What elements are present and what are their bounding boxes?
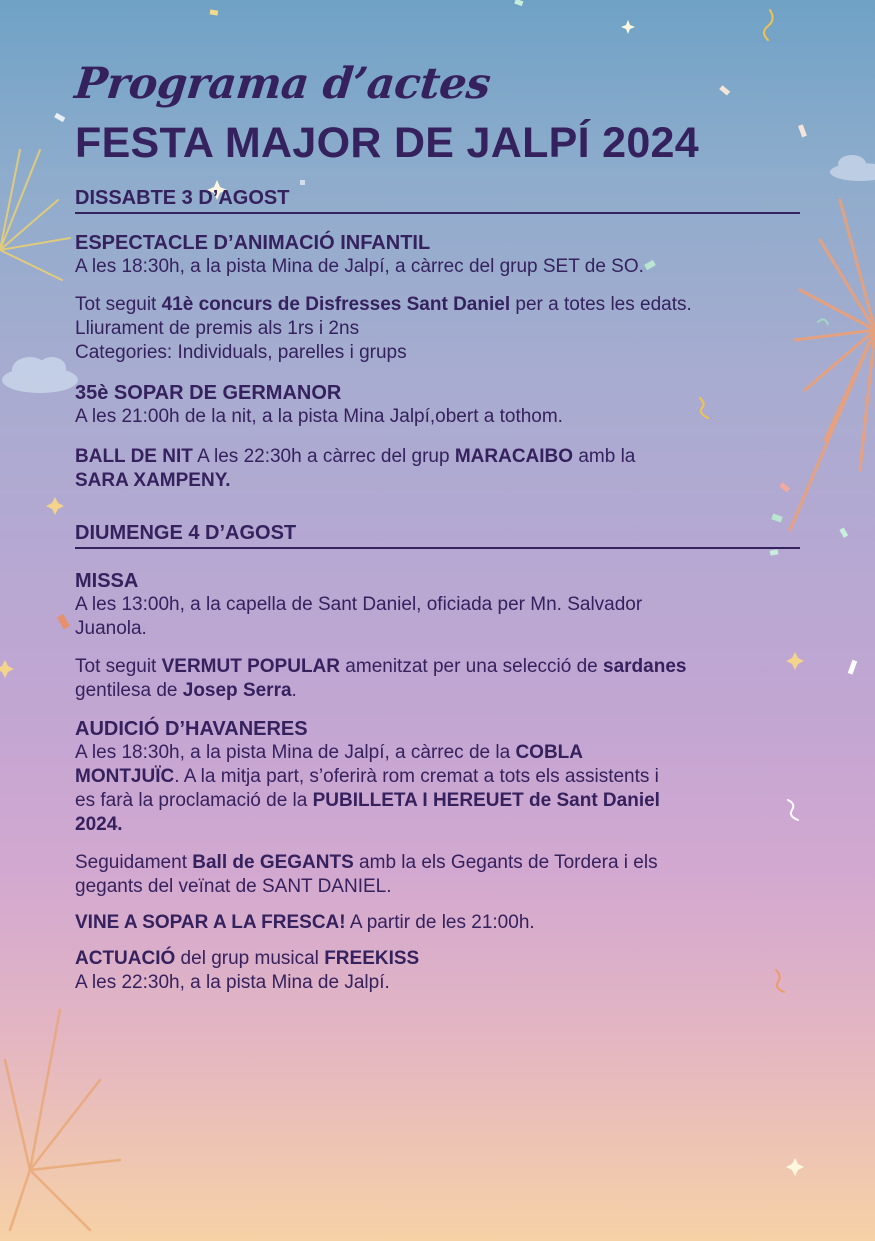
firework-icon <box>5 1010 120 1230</box>
event-ball-gegants <box>75 851 800 899</box>
event-detail: Tot seguit VERMUT POPULAR amenitzat per una selecció de sardanes gentilesa de Josep Serra. <box>75 656 687 701</box>
event-missa <box>75 569 800 641</box>
event-detail: Categories: Individuals, parelles i grups <box>75 342 407 363</box>
page-title: FESTA MAJOR DE JALPÍ 2024 <box>75 119 699 167</box>
event-vermut-popular <box>75 655 800 703</box>
event-sopar-germanor <box>75 381 800 429</box>
event-detail: A les 13:00h, a la capella de Sant Daniel, oficiada per Mn. Salvador <box>75 594 643 615</box>
program-content <box>72 55 800 995</box>
event-detail: Tot seguit 41è concurs de Disfresses Sant Daniel per a totes les edats. <box>75 294 692 315</box>
event-title: 35è SOPAR DE GERMANOR <box>75 382 342 404</box>
event-animacio-infantil <box>75 231 800 279</box>
event-sopar-fresca <box>75 911 800 935</box>
event-detail: A les 21:00h de la nit, a la pista Mina Jalpí,obert a tothom. <box>75 406 563 427</box>
event-detail: A les 18:30h, a la pista Mina de Jalpí, a càrrec de la COBLA MONTJUÏC. A la mitja part, s’oferirà rom cremat a tots els assistents i es farà la proclamació de la PUBILLETA I HEREUET de Sant Daniel 2024. <box>75 742 660 835</box>
event-title: MISSA <box>75 570 139 592</box>
day-heading-sunday: DIUMENGE 4 D’AGOST <box>75 521 800 549</box>
event-detail: ACTUACIÓ del grup musical FREEKISS <box>75 948 420 969</box>
firework-icon <box>0 150 70 280</box>
event-title: AUDICIÓ D’HAVANERES <box>75 718 308 740</box>
event-detail: BALL DE NIT A les 22:30h a càrrec del grup MARACAIBO amb la SARA XAMPENY. <box>75 446 636 491</box>
cloud-icon <box>2 357 78 393</box>
event-ball-de-nit <box>75 445 800 493</box>
event-actuacio-freekiss <box>75 947 800 995</box>
firework-icon <box>790 200 875 530</box>
event-audicio-havaneres <box>75 717 800 837</box>
script-title: Programa d’actes <box>72 59 493 109</box>
event-concurs-disfresses <box>75 293 800 365</box>
event-detail: Seguidament Ball de GEGANTS amb la els Gegants de Tordera i els gegants del veïnat de SANT DANIEL. <box>75 852 658 897</box>
event-detail: A les 22:30h, a la pista Mina de Jalpí. <box>75 972 390 993</box>
event-detail: VINE A SOPAR A LA FRESCA! A partir de les 21:00h. <box>75 912 535 933</box>
event-title: ESPECTACLE D’ANIMACIÓ INFANTIL <box>75 232 431 254</box>
event-detail: Juanola. <box>75 618 147 639</box>
cloud-icon <box>830 155 875 181</box>
day-heading-saturday: DISSABTE 3 D’AGOST <box>75 186 800 214</box>
event-detail: A les 18:30h, a la pista Mina de Jalpí, a càrrec del grup SET de SO. <box>75 256 644 277</box>
event-detail: Lliurament de premis als 1rs i 2ns <box>75 318 360 339</box>
